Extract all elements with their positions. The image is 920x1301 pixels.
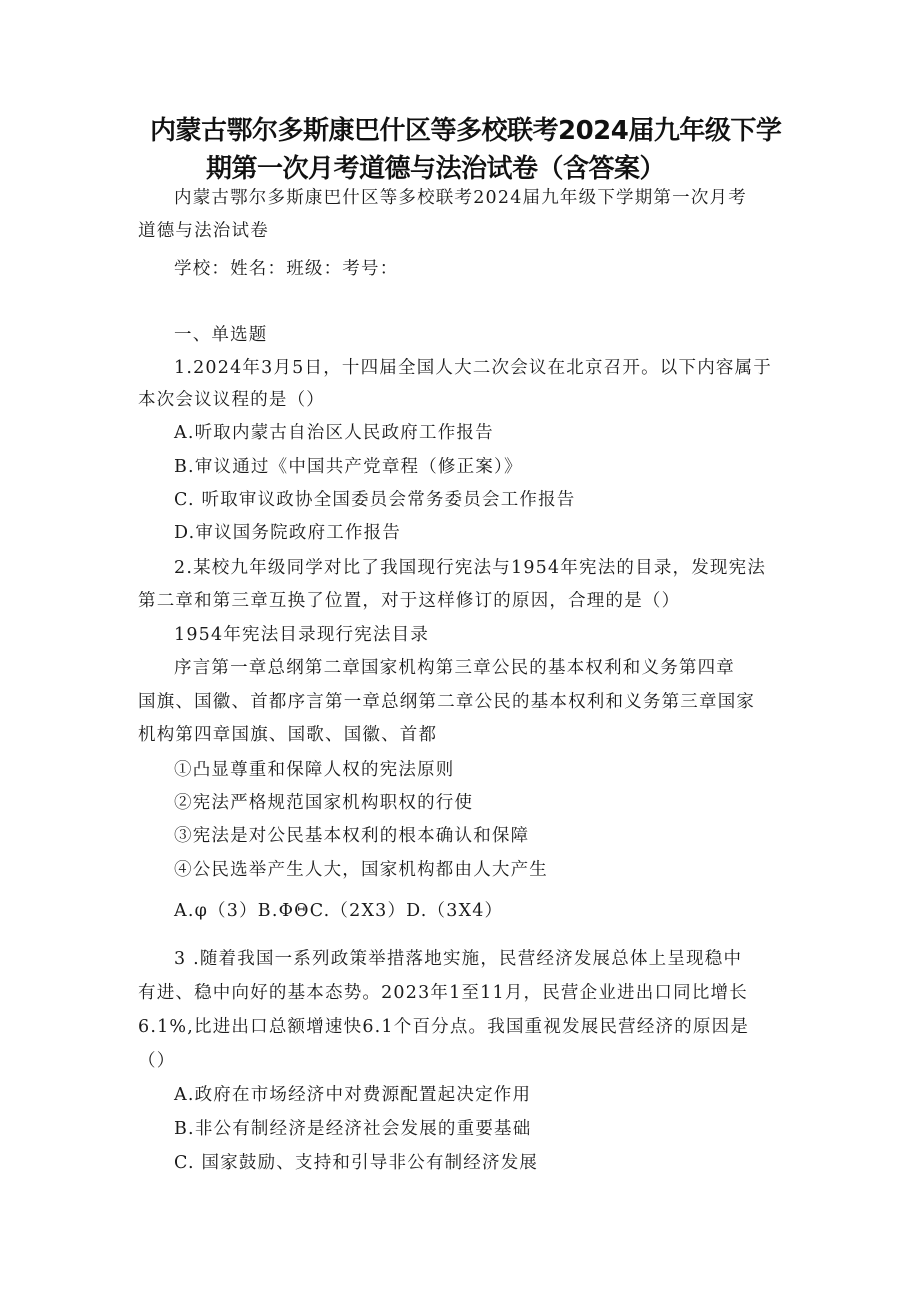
title-line-2: 期第一次月考道德与法治试卷（含答案） (206, 154, 666, 184)
q2-table-header: 1954年宪法目录现行宪法目录 (174, 625, 430, 645)
q3-option-a: A.政府在市场经济中对费源配置起决定作用 (174, 1085, 532, 1105)
q2-item-2: ②宪法严格规范国家机构职权的行使 (174, 793, 474, 813)
q2-options: A.φ（3）B.ΦΘC.（2X3）D.（3X4） (174, 901, 504, 921)
q1-stem-line-1: 1.2024年3月5日，十四届全国人大二次会议在北京召开。以下内容属于 (174, 358, 772, 378)
q2-stem-line-1: 2.某校九年级同学对比了我国现行宪法与1954年宪法的目录，发现宪法 (174, 558, 767, 578)
q3-stem-line-3: 6.1%,比进出口总额增速快6.1个百分点。我国重视发展民营经济的原因是 (138, 1017, 750, 1037)
title-line-1: 内蒙古鄂尔多斯康巴什区等多校联考2024届九年级下学 (150, 116, 782, 146)
q1-option-c: C. 听取审议政协全国委员会常务委员会工作报告 (174, 490, 576, 510)
q2-table-line-2: 国旗、国徽、首都序言第一章总纲第二章公民的基本权利和义务第三章国家 (138, 692, 756, 712)
q3-stem-line-4: （） (138, 1051, 176, 1071)
section-heading: 一、单选题 (174, 325, 268, 345)
q1-stem-line-2: 本次会议议程的是（） (138, 390, 325, 410)
document-title (150, 112, 790, 188)
q2-item-1: ①凸显尊重和保障人权的宪法原则 (174, 760, 455, 780)
q3-option-b: B.非公有制经济是经济社会发展的重要基础 (174, 1119, 532, 1139)
subtitle-line-2: 道德与法治试卷 (138, 221, 269, 241)
q3-stem-line-2: 有进、稳中向好的基本态势。2023年1至11月，民营企业进出口同比增长 (138, 983, 748, 1003)
q1-option-b: B.审议通过《中国共产党章程（修正案）》 (174, 457, 523, 477)
q1-option-a: A.听取内蒙古自治区人民政府工作报告 (174, 423, 494, 443)
q2-stem-line-2: 第二章和第三章互换了位置，对于这样修订的原因，合理的是（） (138, 591, 681, 611)
q1-option-d: D.审议国务院政府工作报告 (174, 523, 402, 543)
subtitle-line-1: 内蒙古鄂尔多斯康巴什区等多校联考2024届九年级下学期第一次月考 (174, 188, 747, 208)
q2-item-3: ③宪法是对公民基本权利的根本确认和保障 (174, 826, 530, 846)
q2-table-line-3: 机构第四章国旗、国歌、国徽、首都 (138, 725, 438, 745)
student-info-line: 学校：姓名：班级：考号： (174, 259, 399, 279)
q3-stem-line-1: 3 .随着我国一系列政策举措落地实施，民营经济发展总体上呈现稳中 (174, 949, 743, 969)
q2-table-line-1: 序言第一章总纲第二章国家机构第三章公民的基本权利和义务第四章 (174, 658, 735, 678)
q3-option-c: C. 国家鼓励、支持和引导非公有制经济发展 (174, 1153, 539, 1173)
q2-item-4: ④公民选举产生人大，国家机构都由人大产生 (174, 860, 548, 880)
